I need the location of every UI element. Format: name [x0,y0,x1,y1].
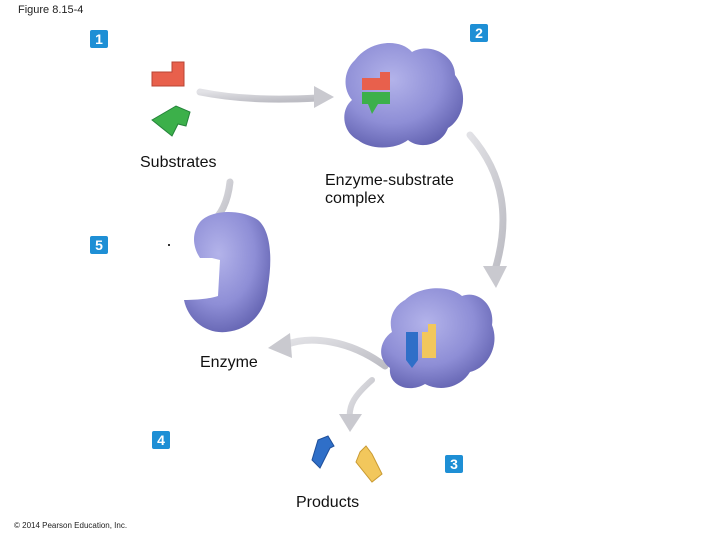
enzyme-shape-icon [184,212,270,332]
step-badge-5: 5 [90,236,108,254]
enzyme-shape-icon [344,43,463,148]
cycle-arrow-icon [470,135,507,288]
products-label: Products [296,494,360,511]
cycle-arrow-icon [112,178,145,228]
product-block-icon [312,436,334,468]
stray-dot [168,244,170,246]
substrates-label: Substrates [140,154,217,171]
substrate-block-icon [152,106,190,136]
complex-label-line1: Enzyme-substrate [325,172,454,189]
cycle-arrow-icon [339,380,372,432]
product-block-icon [356,446,382,482]
complex-label-line2: complex [325,190,385,207]
step-badge-2: 2 [470,24,488,42]
step-badge-1: 1 [90,30,108,48]
step-badge-4: 4 [152,431,170,449]
cycle-arrow-icon [268,333,385,366]
enzyme-shape-icon [381,288,494,388]
figure-label: Figure 8.15-4 [18,4,84,16]
cycle-arrow-icon [200,86,334,108]
enzyme-substrate-complex-label [325,172,525,208]
copyright-notice: © 2014 Pearson Education, Inc. [14,521,128,530]
substrate-block-icon [152,62,184,86]
step-badge-3: 3 [445,455,463,473]
enzyme-label: Enzyme [200,354,258,371]
